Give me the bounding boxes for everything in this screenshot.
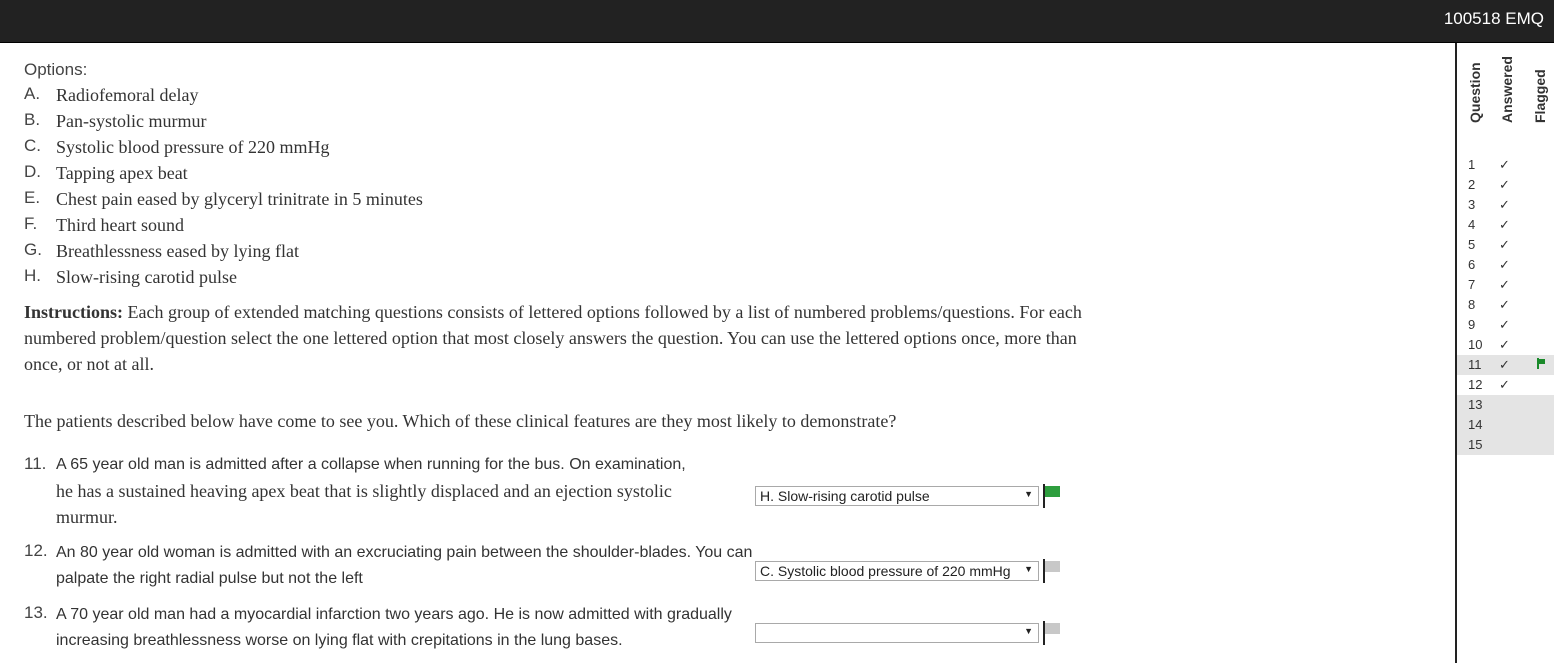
question-text: A 70 year old man had a myocardial infarction two years ago. He is now admitted with gradually increasing breathlessness worse on lying flat with crepitations in the lung bases. [56,606,732,649]
navigator-question-number: 8 [1468,297,1476,312]
question-text-line: A 65 year old man is admitted after a collapse when running for the bus. On examination, [56,456,686,473]
question-pane [24,43,1444,663]
option-text: Pan-systolic murmur [56,111,207,131]
navigator-row-14[interactable] [1457,415,1554,435]
check-icon: ✓ [1499,257,1510,272]
navigator-question-number: 12 [1468,377,1483,392]
question-text [56,452,776,530]
options-heading: Options: [24,60,88,79]
check-icon: ✓ [1499,337,1510,352]
question-stem: The patients described below have come to see you. Which of these clinical features are they most likely to demonstrate? [24,411,897,431]
answer-select-value: C. Systolic blood pressure of 220 mmHg [760,563,1011,579]
check-icon: ✓ [1499,277,1510,292]
option-text: Systolic blood pressure of 220 mmHg [56,137,330,157]
navigator-question-number: 6 [1468,257,1476,272]
exam-title: 100518 EMQ [1443,9,1544,28]
navigator-row-9[interactable] [1457,315,1554,335]
chevron-down-icon: ▼ [1024,564,1033,574]
navigator-question-number: 7 [1468,277,1476,292]
option-text: Tapping apex beat [56,163,188,183]
question-number: 12. [24,541,48,560]
navigator-question-number: 11 [1468,357,1482,372]
check-icon: ✓ [1499,177,1510,192]
navigator-row-12[interactable] [1457,375,1554,395]
answer-select-13[interactable] [755,623,1039,643]
navigator-question-number: 1 [1468,157,1476,172]
check-icon: ✓ [1499,377,1510,392]
option-letter: C. [24,136,41,155]
chevron-down-icon: ▼ [1024,489,1033,499]
option-letter: A. [24,84,41,103]
navigator-row-13[interactable] [1457,395,1554,415]
option-text: Slow-rising carotid pulse [56,267,237,287]
navigator-row-11[interactable] [1457,355,1554,375]
answer-select-12[interactable] [755,561,1039,581]
question-number: 11. [24,454,47,473]
option-text: Breathlessness eased by lying flat [56,241,299,261]
flag-button-12[interactable] [1042,559,1062,583]
flag-icon [1536,358,1548,370]
navigator-row-6[interactable] [1457,255,1554,275]
check-icon: ✓ [1499,297,1510,312]
option-text: Chest pain eased by glyceryl trinitrate in 5 minutes [56,189,423,209]
instructions-text: Each group of extended matching questions consists of lettered options followed by a list of numbered problems/questions. For each numbered problem/question select the one lettered option that most closely answers the question. You can use the lettered options once, more than once, or not at all. [24,302,1082,374]
option-text: Third heart sound [56,215,184,235]
instructions [24,299,1084,377]
col-question-header: Question [1467,62,1483,123]
option-letter: H. [24,266,41,285]
check-icon: ✓ [1499,317,1510,332]
top-bar [0,0,1554,43]
navigator-row-8[interactable] [1457,295,1554,315]
navigator-question-number: 4 [1468,217,1476,232]
navigator-row-4[interactable] [1457,215,1554,235]
navigator-question-number: 2 [1468,177,1476,192]
flag-icon [1045,561,1060,572]
navigator-row-10[interactable] [1457,335,1554,355]
option-letter: B. [24,110,41,129]
question-text-rest: he has a sustained heaving apex beat that is slightly displaced and an ejection systolic murmur. [56,481,672,527]
flag-icon [1045,623,1060,634]
navigator-row-15[interactable] [1457,435,1554,455]
navigator-question-number: 14 [1468,417,1483,432]
navigator-row-1[interactable] [1457,155,1554,175]
navigator-question-number: 3 [1468,197,1476,212]
check-icon: ✓ [1499,237,1510,252]
navigator-row-7[interactable] [1457,275,1554,295]
check-icon: ✓ [1499,157,1510,172]
option-letter: D. [24,162,41,181]
check-icon: ✓ [1499,217,1510,232]
option-text: Radiofemoral delay [56,85,199,105]
navigator-list [1457,155,1554,455]
answer-select-value: H. Slow-rising carotid pulse [760,488,930,504]
question-number: 13. [24,603,48,622]
question-navigator [1455,43,1554,663]
answer-select-11[interactable] [755,486,1039,506]
col-flagged-header: Flagged [1532,69,1548,123]
instructions-label: Instructions: [24,302,124,322]
navigator-question-number: 10 [1468,337,1483,352]
option-letter: F. [24,214,38,233]
option-letter: E. [24,188,41,207]
navigator-row-5[interactable] [1457,235,1554,255]
navigator-question-number: 9 [1468,317,1476,332]
navigator-question-number: 5 [1468,237,1476,252]
option-letter: G. [24,240,42,259]
question-text: An 80 year old woman is admitted with an excruciating pain between the shoulder-blades. You can palpate the right radial pulse but not the left [56,544,753,587]
flag-button-11[interactable] [1042,484,1062,508]
check-icon: ✓ [1499,197,1510,212]
check-icon: ✓ [1499,357,1510,372]
navigator-row-2[interactable] [1457,175,1554,195]
flag-icon [1045,486,1060,497]
navigator-question-number: 15 [1468,437,1483,452]
flag-button-13[interactable] [1042,621,1062,645]
col-answered-header: Answered [1499,56,1515,123]
chevron-down-icon: ▼ [1024,626,1033,636]
navigator-row-3[interactable] [1457,195,1554,215]
navigator-question-number: 13 [1468,397,1483,412]
